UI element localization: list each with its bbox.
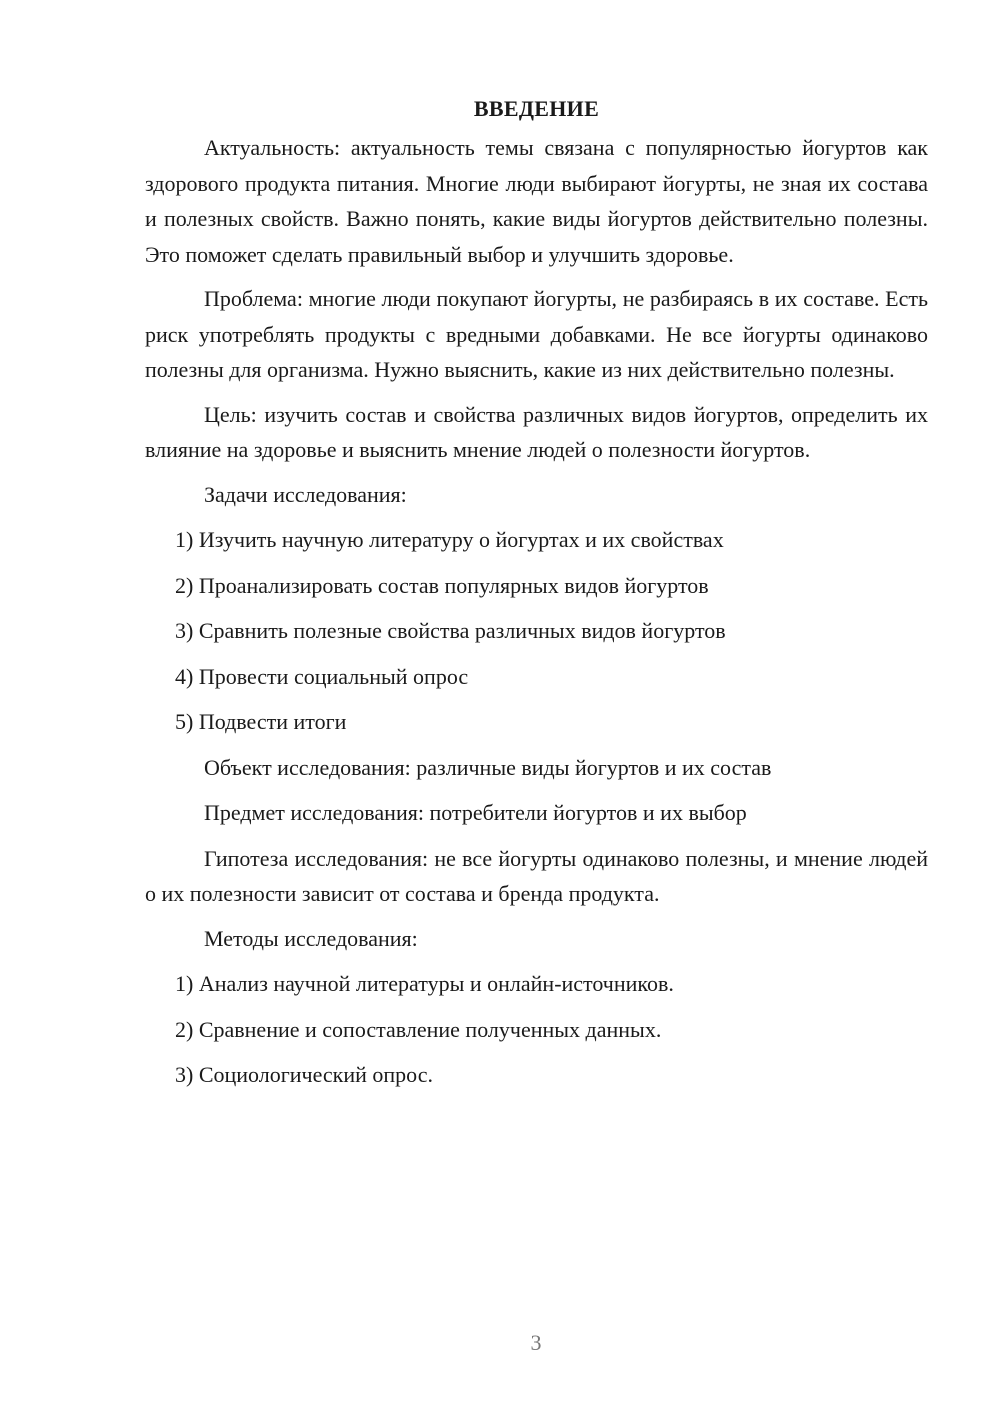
goal-paragraph: Цель: изучить состав и свойства различных видов йогуртов, определить их влияние на здоровье и выяснить мнение людей о полезности йогуртов. — [145, 401, 928, 462]
subject-paragraph: Предмет исследования: потребители йогуртов и их выбор — [204, 800, 747, 825]
hypothesis-paragraph: Гипотеза исследования: не все йогурты одинаково полезны, и мнение людей о их полезности зависит от состава и бренда продукта. — [145, 845, 928, 906]
method-item: 3) Социологический опрос. — [175, 1062, 433, 1087]
task-item: 2) Проанализировать состав популярных видов йогуртов — [175, 572, 709, 598]
problem-paragraph: Проблема: многие люди покупают йогурты, не разбираясь в их составе. Есть риск употреблять продукты с вредными добавками. Не все йогурты одинаково полезны для организма. Нужно выяснить, какие из них действительно полезны. — [145, 286, 928, 382]
method-item: 1) Анализ научной литературы и онлайн-источников. — [175, 971, 674, 996]
task-item: 3) Сравнить полезные свойства различных видов йогуртов — [175, 618, 726, 643]
task-item: 1) Изучить научную литературу о йогуртах и их свойствах — [175, 527, 724, 552]
page-number: 3 — [530, 1330, 542, 1355]
methods-label: Методы исследования: — [204, 925, 418, 951]
methods-list — [145, 966, 928, 1093]
section-title: ВВЕДЕНИЕ — [473, 96, 600, 121]
tasks-label: Задачи исследования: — [204, 481, 407, 507]
document-page — [145, 92, 928, 1103]
tasks-list — [145, 522, 928, 740]
object-paragraph: Объект исследования: различные виды йогуртов и их состав — [204, 754, 772, 780]
task-item: 5) Подвести итоги — [175, 709, 347, 734]
task-item: 4) Провести социальный опрос — [175, 663, 469, 689]
method-item: 2) Сравнение и сопоставление полученных данных. — [175, 1016, 662, 1042]
relevance-paragraph: Актуальность: актуальность темы связана с популярностью йогуртов как здорового продукта питания. Многие люди выбирают йогурты, не зная их состава и полезных свойств. Важно понять, какие виды йогуртов действительно полезны. Это поможет сделать правильный выбор и улучшить здоровье. — [145, 135, 928, 267]
